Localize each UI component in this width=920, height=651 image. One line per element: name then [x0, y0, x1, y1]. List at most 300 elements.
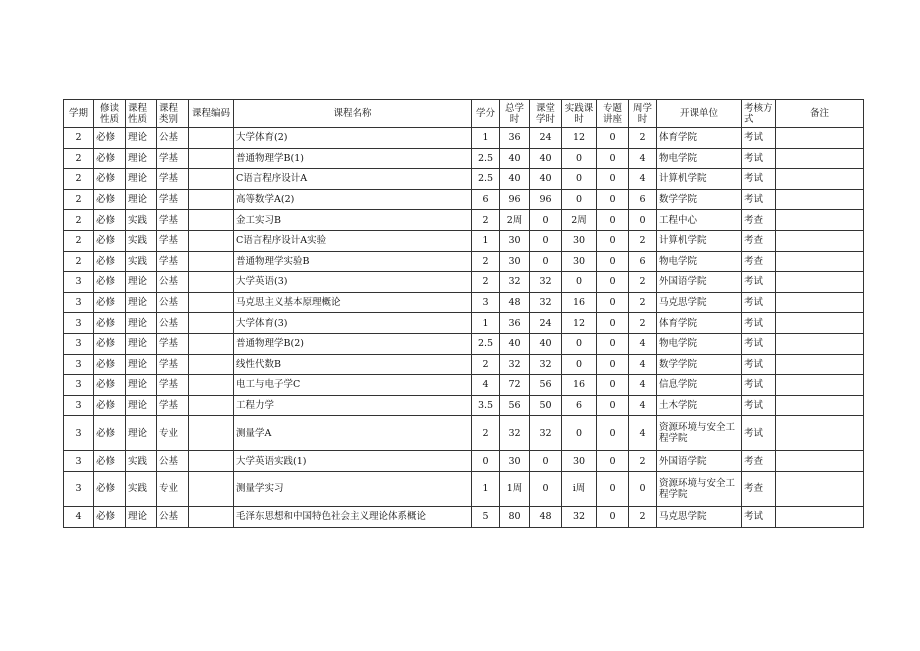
cell-code: [189, 169, 234, 190]
header-name: 课程名称: [234, 100, 472, 128]
cell-notes: [776, 251, 864, 272]
cell-category: 学基: [157, 148, 189, 169]
cell-unit: 资源环境与安全工程学院: [657, 471, 742, 506]
cell-course-type: 必修: [94, 375, 126, 396]
cell-practice-hours: 6: [562, 395, 597, 416]
cell-class-hours: 56: [530, 375, 562, 396]
cell-course-type: 必修: [94, 451, 126, 472]
cell-course-name: 大学英语实践(1): [234, 451, 472, 472]
header-row: [64, 100, 864, 128]
cell-credits: 3: [472, 292, 500, 313]
cell-course-type: 必修: [94, 416, 126, 451]
cell-exam: 考试: [742, 416, 776, 451]
cell-practice-hours: 32: [562, 506, 597, 527]
cell-credits: 2.5: [472, 148, 500, 169]
cell-nature: 理论: [126, 506, 157, 527]
cell-total-hours: 72: [500, 375, 530, 396]
cell-weekly-hours: 0: [629, 471, 657, 506]
table-row: [64, 292, 864, 313]
cell-notes: [776, 333, 864, 354]
cell-total-hours: 40: [500, 148, 530, 169]
table-row: [64, 313, 864, 334]
cell-credits: 2: [472, 210, 500, 231]
table-row: [64, 148, 864, 169]
cell-course-type: 必修: [94, 313, 126, 334]
cell-nature: 理论: [126, 333, 157, 354]
cell-term: 2: [64, 128, 94, 149]
cell-total-hours: 80: [500, 506, 530, 527]
cell-code: [189, 395, 234, 416]
cell-term: 2: [64, 210, 94, 231]
cell-practice-hours: 0: [562, 416, 597, 451]
cell-total-hours: 40: [500, 169, 530, 190]
cell-nature: 理论: [126, 189, 157, 210]
table-row: [64, 333, 864, 354]
table-row: [64, 189, 864, 210]
cell-credits: 5: [472, 506, 500, 527]
header-class-hours: 课堂学时: [530, 100, 562, 128]
table-row: [64, 128, 864, 149]
cell-category: 公基: [157, 313, 189, 334]
cell-lecture-hours: 0: [597, 333, 629, 354]
cell-practice-hours: 30: [562, 251, 597, 272]
cell-category: 学基: [157, 251, 189, 272]
cell-practice-hours: 16: [562, 292, 597, 313]
cell-credits: 4: [472, 375, 500, 396]
cell-credits: 3.5: [472, 395, 500, 416]
cell-credits: 1: [472, 313, 500, 334]
cell-class-hours: 0: [530, 210, 562, 231]
cell-course-type: 必修: [94, 395, 126, 416]
cell-notes: [776, 471, 864, 506]
cell-category: 学基: [157, 354, 189, 375]
table-row: [64, 210, 864, 231]
cell-practice-hours: 0: [562, 189, 597, 210]
cell-category: 专业: [157, 416, 189, 451]
cell-course-name: 大学体育(3): [234, 313, 472, 334]
cell-unit: 数学学院: [657, 189, 742, 210]
cell-lecture-hours: 0: [597, 251, 629, 272]
table-row: [64, 395, 864, 416]
cell-credits: 1: [472, 128, 500, 149]
header-weekly-hours: 周学时: [629, 100, 657, 128]
cell-term: 3: [64, 416, 94, 451]
cell-total-hours: 48: [500, 292, 530, 313]
cell-term: 2: [64, 251, 94, 272]
cell-notes: [776, 128, 864, 149]
cell-total-hours: 40: [500, 333, 530, 354]
cell-code: [189, 471, 234, 506]
cell-lecture-hours: 0: [597, 210, 629, 231]
cell-notes: [776, 395, 864, 416]
cell-class-hours: 0: [530, 230, 562, 251]
cell-course-type: 必修: [94, 272, 126, 293]
cell-class-hours: 50: [530, 395, 562, 416]
cell-course-name: 毛泽东思想和中国特色社会主义理论体系概论: [234, 506, 472, 527]
cell-nature: 实践: [126, 210, 157, 231]
cell-exam: 考试: [742, 375, 776, 396]
cell-term: 3: [64, 333, 94, 354]
cell-course-type: 必修: [94, 230, 126, 251]
cell-unit: 资源环境与安全工程学院: [657, 416, 742, 451]
cell-course-type: 必修: [94, 128, 126, 149]
cell-weekly-hours: 0: [629, 210, 657, 231]
cell-class-hours: 96: [530, 189, 562, 210]
cell-credits: 1: [472, 471, 500, 506]
cell-code: [189, 333, 234, 354]
cell-category: 学基: [157, 210, 189, 231]
cell-code: [189, 354, 234, 375]
table-row: [64, 471, 864, 506]
cell-notes: [776, 292, 864, 313]
header-nature: 课程性质: [126, 100, 157, 128]
cell-nature: 实践: [126, 451, 157, 472]
cell-unit: 信息学院: [657, 375, 742, 396]
cell-notes: [776, 272, 864, 293]
cell-weekly-hours: 4: [629, 169, 657, 190]
header-total-hours: 总学时: [500, 100, 530, 128]
cell-nature: 理论: [126, 148, 157, 169]
cell-course-name: 测量学实习: [234, 471, 472, 506]
cell-exam: 考试: [742, 313, 776, 334]
cell-course-type: 必修: [94, 251, 126, 272]
cell-practice-hours: 0: [562, 169, 597, 190]
cell-credits: 2: [472, 416, 500, 451]
cell-nature: 理论: [126, 292, 157, 313]
cell-lecture-hours: 0: [597, 292, 629, 313]
cell-weekly-hours: 2: [629, 128, 657, 149]
cell-exam: 考查: [742, 210, 776, 231]
cell-course-name: C语言程序设计A: [234, 169, 472, 190]
cell-term: 2: [64, 169, 94, 190]
cell-category: 公基: [157, 128, 189, 149]
cell-total-hours: 56: [500, 395, 530, 416]
cell-weekly-hours: 2: [629, 506, 657, 527]
cell-term: 3: [64, 451, 94, 472]
cell-lecture-hours: 0: [597, 451, 629, 472]
cell-unit: 土木学院: [657, 395, 742, 416]
cell-exam: 考试: [742, 272, 776, 293]
cell-class-hours: 24: [530, 128, 562, 149]
cell-class-hours: 48: [530, 506, 562, 527]
cell-exam: 考试: [742, 333, 776, 354]
cell-class-hours: 24: [530, 313, 562, 334]
cell-total-hours: 30: [500, 230, 530, 251]
cell-code: [189, 416, 234, 451]
cell-total-hours: 1周: [500, 471, 530, 506]
cell-class-hours: 32: [530, 416, 562, 451]
header-lecture-hours: 专题讲座: [597, 100, 629, 128]
cell-class-hours: 32: [530, 292, 562, 313]
cell-exam: 考试: [742, 148, 776, 169]
cell-exam: 考试: [742, 354, 776, 375]
cell-practice-hours: 30: [562, 451, 597, 472]
cell-term: 2: [64, 148, 94, 169]
table-row: [64, 375, 864, 396]
cell-nature: 理论: [126, 128, 157, 149]
cell-term: 3: [64, 313, 94, 334]
cell-course-type: 必修: [94, 333, 126, 354]
table-row: [64, 416, 864, 451]
cell-code: [189, 210, 234, 231]
cell-weekly-hours: 4: [629, 148, 657, 169]
cell-category: 学基: [157, 395, 189, 416]
cell-exam: 考查: [742, 230, 776, 251]
cell-course-name: C语言程序设计A实验: [234, 230, 472, 251]
table-row: [64, 354, 864, 375]
cell-lecture-hours: 0: [597, 395, 629, 416]
table-row: [64, 506, 864, 527]
cell-practice-hours: 12: [562, 128, 597, 149]
cell-unit: 物电学院: [657, 251, 742, 272]
cell-course-type: 必修: [94, 148, 126, 169]
cell-unit: 工程中心: [657, 210, 742, 231]
cell-code: [189, 230, 234, 251]
cell-class-hours: 32: [530, 354, 562, 375]
cell-unit: 体育学院: [657, 313, 742, 334]
cell-term: 3: [64, 375, 94, 396]
cell-unit: 计算机学院: [657, 169, 742, 190]
header-term: 学期: [64, 100, 94, 128]
cell-course-type: 必修: [94, 169, 126, 190]
cell-course-name: 普通物理学B(1): [234, 148, 472, 169]
cell-nature: 实践: [126, 251, 157, 272]
cell-code: [189, 148, 234, 169]
cell-notes: [776, 148, 864, 169]
cell-lecture-hours: 0: [597, 506, 629, 527]
cell-class-hours: 0: [530, 251, 562, 272]
cell-total-hours: 32: [500, 354, 530, 375]
cell-practice-hours: 2周: [562, 210, 597, 231]
cell-exam: 考试: [742, 189, 776, 210]
cell-weekly-hours: 2: [629, 292, 657, 313]
cell-weekly-hours: 6: [629, 251, 657, 272]
cell-course-type: 必修: [94, 210, 126, 231]
cell-practice-hours: 0: [562, 148, 597, 169]
cell-course-name: 线性代数B: [234, 354, 472, 375]
cell-category: 公基: [157, 506, 189, 527]
cell-exam: 考试: [742, 292, 776, 313]
cell-class-hours: 0: [530, 471, 562, 506]
table-row: [64, 169, 864, 190]
cell-unit: 计算机学院: [657, 230, 742, 251]
cell-notes: [776, 313, 864, 334]
cell-unit: 马克思学院: [657, 506, 742, 527]
cell-lecture-hours: 0: [597, 230, 629, 251]
cell-code: [189, 506, 234, 527]
cell-weekly-hours: 2: [629, 272, 657, 293]
cell-lecture-hours: 0: [597, 375, 629, 396]
cell-nature: 实践: [126, 471, 157, 506]
cell-course-name: 测量学A: [234, 416, 472, 451]
cell-term: 3: [64, 471, 94, 506]
cell-notes: [776, 451, 864, 472]
cell-category: 专业: [157, 471, 189, 506]
cell-total-hours: 36: [500, 313, 530, 334]
cell-weekly-hours: 2: [629, 230, 657, 251]
cell-unit: 马克思学院: [657, 292, 742, 313]
cell-nature: 理论: [126, 416, 157, 451]
cell-course-name: 高等数学A(2): [234, 189, 472, 210]
cell-class-hours: 40: [530, 333, 562, 354]
cell-exam: 考试: [742, 169, 776, 190]
cell-category: 公基: [157, 272, 189, 293]
cell-practice-hours: 12: [562, 313, 597, 334]
header-unit: 开课单位: [657, 100, 742, 128]
cell-total-hours: 2周: [500, 210, 530, 231]
cell-notes: [776, 230, 864, 251]
cell-lecture-hours: 0: [597, 189, 629, 210]
table-row: [64, 272, 864, 293]
cell-credits: 2: [472, 272, 500, 293]
cell-code: [189, 251, 234, 272]
cell-lecture-hours: 0: [597, 416, 629, 451]
cell-total-hours: 36: [500, 128, 530, 149]
cell-code: [189, 292, 234, 313]
cell-notes: [776, 416, 864, 451]
cell-category: 公基: [157, 292, 189, 313]
cell-notes: [776, 189, 864, 210]
cell-course-name: 电工与电子学C: [234, 375, 472, 396]
cell-total-hours: 30: [500, 451, 530, 472]
cell-course-type: 必修: [94, 506, 126, 527]
cell-credits: 2: [472, 354, 500, 375]
course-schedule-table: [63, 99, 864, 528]
cell-term: 2: [64, 189, 94, 210]
cell-credits: 2.5: [472, 333, 500, 354]
cell-code: [189, 451, 234, 472]
cell-notes: [776, 169, 864, 190]
cell-course-type: 必修: [94, 189, 126, 210]
cell-weekly-hours: 2: [629, 313, 657, 334]
header-category: 课程类别: [157, 100, 189, 128]
cell-code: [189, 128, 234, 149]
cell-nature: 理论: [126, 354, 157, 375]
cell-category: 学基: [157, 189, 189, 210]
cell-total-hours: 30: [500, 251, 530, 272]
cell-class-hours: 40: [530, 169, 562, 190]
cell-lecture-hours: 0: [597, 169, 629, 190]
cell-term: 3: [64, 395, 94, 416]
cell-code: [189, 313, 234, 334]
cell-nature: 理论: [126, 169, 157, 190]
cell-exam: 考试: [742, 128, 776, 149]
cell-lecture-hours: 0: [597, 313, 629, 334]
cell-notes: [776, 375, 864, 396]
cell-nature: 理论: [126, 313, 157, 334]
cell-term: 2: [64, 230, 94, 251]
cell-practice-hours: i周: [562, 471, 597, 506]
cell-course-name: 普通物理学实验B: [234, 251, 472, 272]
cell-category: 学基: [157, 375, 189, 396]
table-row: [64, 451, 864, 472]
cell-notes: [776, 354, 864, 375]
cell-category: 学基: [157, 230, 189, 251]
cell-nature: 实践: [126, 230, 157, 251]
cell-exam: 考查: [742, 451, 776, 472]
cell-weekly-hours: 4: [629, 354, 657, 375]
cell-exam: 考试: [742, 506, 776, 527]
cell-practice-hours: 0: [562, 272, 597, 293]
cell-unit: 物电学院: [657, 148, 742, 169]
cell-course-name: 工程力学: [234, 395, 472, 416]
cell-exam: 考查: [742, 471, 776, 506]
cell-term: 3: [64, 354, 94, 375]
cell-notes: [776, 210, 864, 231]
cell-practice-hours: 0: [562, 354, 597, 375]
cell-course-type: 必修: [94, 292, 126, 313]
cell-notes: [776, 506, 864, 527]
cell-class-hours: 32: [530, 272, 562, 293]
cell-course-name: 大学英语(3): [234, 272, 472, 293]
cell-practice-hours: 16: [562, 375, 597, 396]
cell-nature: 理论: [126, 375, 157, 396]
cell-class-hours: 0: [530, 451, 562, 472]
cell-lecture-hours: 0: [597, 128, 629, 149]
cell-total-hours: 32: [500, 272, 530, 293]
cell-credits: 2: [472, 251, 500, 272]
cell-course-name: 大学体育(2): [234, 128, 472, 149]
cell-unit: 体育学院: [657, 128, 742, 149]
cell-lecture-hours: 0: [597, 272, 629, 293]
cell-weekly-hours: 4: [629, 375, 657, 396]
header-notes: 备注: [776, 100, 864, 128]
cell-weekly-hours: 4: [629, 333, 657, 354]
cell-practice-hours: 0: [562, 333, 597, 354]
cell-class-hours: 40: [530, 148, 562, 169]
cell-total-hours: 96: [500, 189, 530, 210]
cell-code: [189, 272, 234, 293]
cell-unit: 物电学院: [657, 333, 742, 354]
cell-lecture-hours: 0: [597, 471, 629, 506]
cell-nature: 理论: [126, 272, 157, 293]
cell-term: 3: [64, 292, 94, 313]
cell-unit: 外国语学院: [657, 451, 742, 472]
cell-weekly-hours: 2: [629, 451, 657, 472]
cell-category: 学基: [157, 333, 189, 354]
cell-credits: 6: [472, 189, 500, 210]
header-exam: 考核方式: [742, 100, 776, 128]
cell-lecture-hours: 0: [597, 354, 629, 375]
cell-exam: 考试: [742, 395, 776, 416]
cell-lecture-hours: 0: [597, 148, 629, 169]
cell-credits: 0: [472, 451, 500, 472]
header-credits: 学分: [472, 100, 500, 128]
cell-code: [189, 189, 234, 210]
cell-total-hours: 32: [500, 416, 530, 451]
cell-exam: 考查: [742, 251, 776, 272]
cell-course-name: 金工实习B: [234, 210, 472, 231]
cell-unit: 数学学院: [657, 354, 742, 375]
table-row: [64, 251, 864, 272]
cell-course-type: 必修: [94, 471, 126, 506]
header-course-type: 修读性质: [94, 100, 126, 128]
cell-category: 学基: [157, 169, 189, 190]
cell-credits: 2.5: [472, 169, 500, 190]
cell-term: 3: [64, 272, 94, 293]
cell-weekly-hours: 4: [629, 395, 657, 416]
cell-unit: 外国语学院: [657, 272, 742, 293]
cell-practice-hours: 30: [562, 230, 597, 251]
cell-course-type: 必修: [94, 354, 126, 375]
header-practice-hours: 实践课时: [562, 100, 597, 128]
cell-term: 4: [64, 506, 94, 527]
table-row: [64, 230, 864, 251]
header-code: 课程编码: [189, 100, 234, 128]
cell-category: 公基: [157, 451, 189, 472]
cell-course-name: 普通物理学B(2): [234, 333, 472, 354]
cell-weekly-hours: 4: [629, 416, 657, 451]
